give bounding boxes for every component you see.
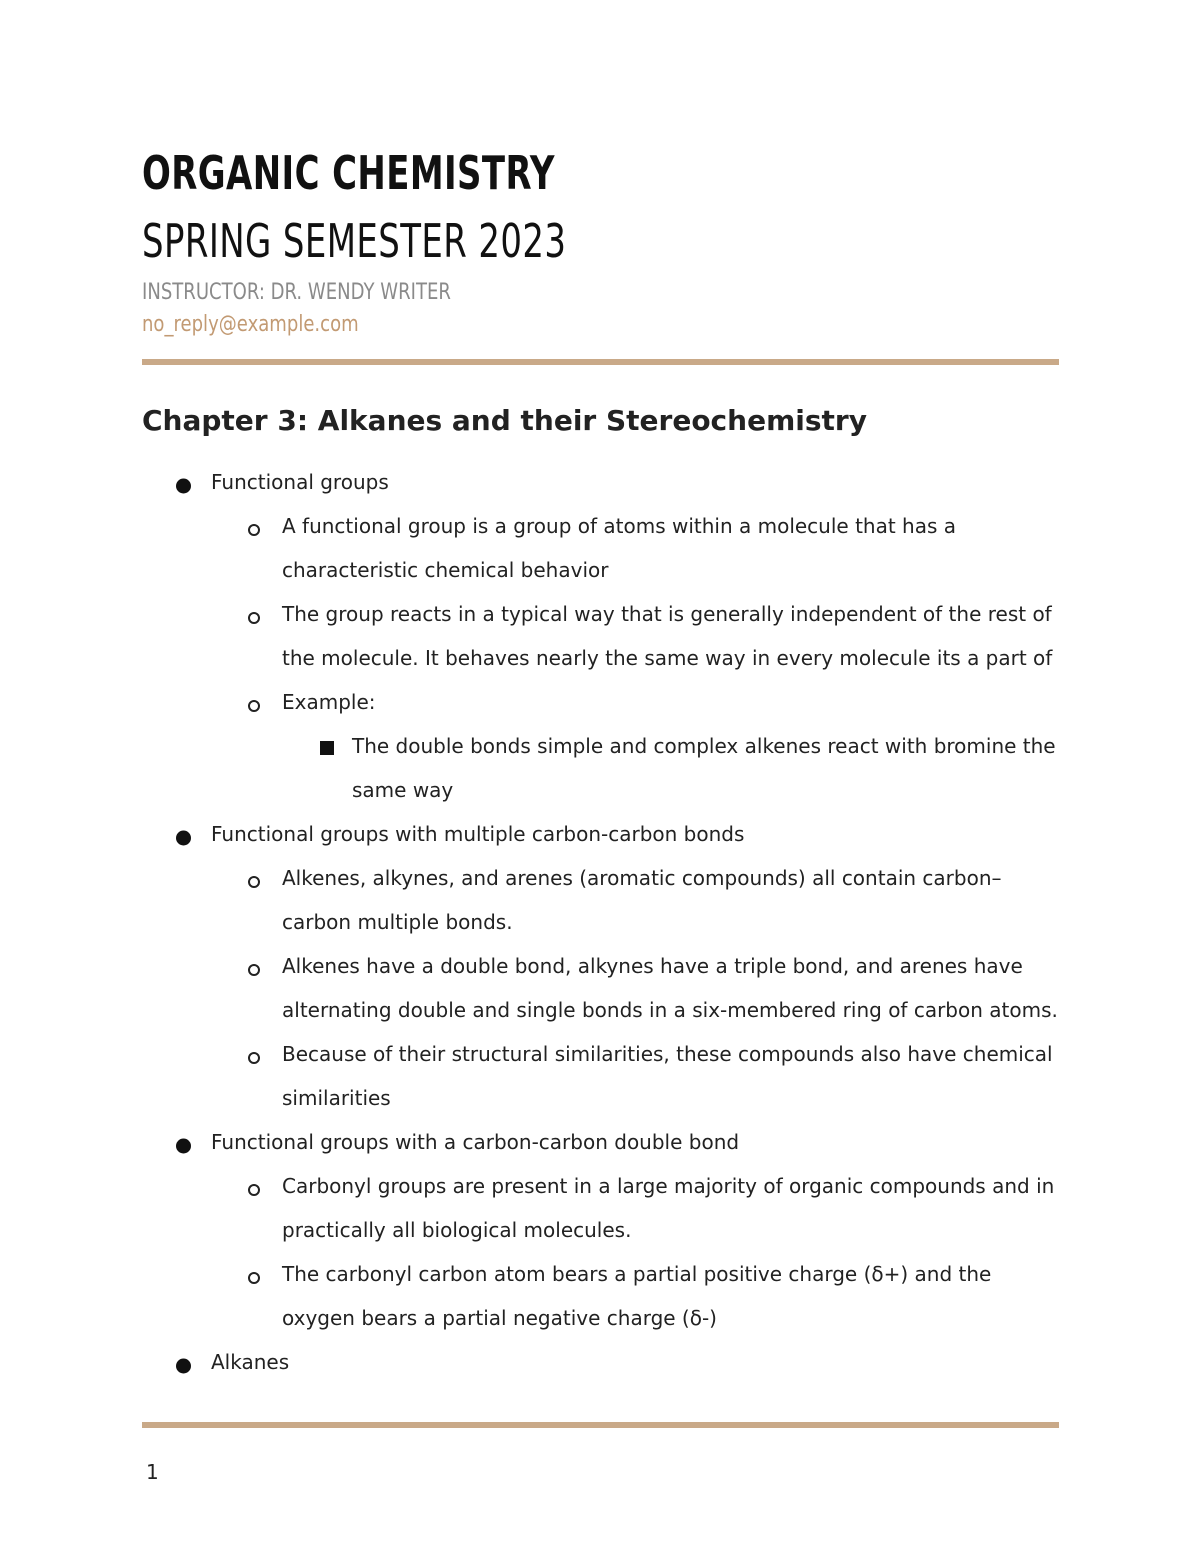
sub-item-label: Alkenes, alkynes, and arenes (aromatic compounds) all contain carbon–carbon multiple bonds. [282,866,1002,934]
bullet-disc-icon [176,479,191,494]
outline-item [0,1120,1200,1340]
sub-item-text [0,1164,1200,1252]
instructor-email[interactable]: no_reply@example.com [142,312,359,337]
sub-sub-list [0,724,1200,812]
sub-item [0,504,1200,592]
bullet-square-icon [320,741,334,755]
sub-item [0,944,1200,1032]
bullet-circle-icon [248,700,260,712]
instructor-name: INSTRUCTOR: DR. WENDY WRITER [142,280,451,305]
sub-item [0,680,1200,812]
bullet-disc-icon [176,1359,191,1374]
outline-item-label: Alkanes [211,1350,290,1374]
sub-item-text [0,592,1200,680]
course-title: ORGANIC CHEMISTRY [142,146,555,200]
outline-item [0,1340,1200,1384]
sub-list [0,504,1200,812]
sub-item [0,1252,1200,1340]
bullet-circle-icon [248,1052,260,1064]
bullet-disc-icon [176,831,191,846]
sub-item-text [0,856,1200,944]
sub-item-label: The carbonyl carbon atom bears a partial positive charge (δ+) and the oxygen bears a partial negative charge (δ-) [282,1262,992,1330]
sub-sub-item [0,724,1200,812]
semester-title: SPRING SEMESTER 2023 [142,214,567,268]
page-number: 1 [146,1460,159,1484]
bullet-circle-icon [248,1272,260,1284]
bullet-circle-icon [248,876,260,888]
chapter-heading: Chapter 3: Alkanes and their Stereochemistry [142,404,867,437]
outline-item-label: Functional groups with multiple carbon-carbon bonds [211,822,745,846]
sub-item-label: Because of their structural similarities, these compounds also have chemical similarities [282,1042,1053,1110]
sub-item-label: Example: [282,690,376,714]
outline-item-text [0,1120,1200,1164]
chapter-outline [0,460,1200,1384]
sub-sub-item-label: The double bonds simple and complex alkenes react with bromine the same way [352,734,1056,802]
bullet-circle-icon [248,524,260,536]
sub-item-text [0,504,1200,592]
sub-item [0,592,1200,680]
sub-item-text [0,1252,1200,1340]
sub-item-label: Carbonyl groups are present in a large majority of organic compounds and in practically all biological molecules. [282,1174,1055,1242]
outline-item-text [0,812,1200,856]
outline-item [0,812,1200,1120]
outline-item-label: Functional groups with a carbon-carbon double bond [211,1130,740,1154]
bullet-disc-icon [176,1139,191,1154]
sub-item [0,1032,1200,1120]
header-divider [142,359,1059,365]
bullet-circle-icon [248,1184,260,1196]
sub-list [0,856,1200,1120]
outline-item-text [0,1340,1200,1384]
sub-item-text [0,944,1200,1032]
outline-item [0,460,1200,812]
sub-item-label: The group reacts in a typical way that is generally independent of the rest of the molecule. It behaves nearly the same way in every molecule its a part of [282,602,1053,670]
sub-item-label: A functional group is a group of atoms within a molecule that has a characteristic chemical behavior [282,514,957,582]
sub-item [0,856,1200,944]
outline-item-label: Functional groups [211,470,389,494]
outline-item-text [0,460,1200,504]
sub-sub-item-text [0,724,1200,812]
sub-item-label: Alkenes have a double bond, alkynes have a triple bond, and arenes have alternating double and single bonds in a six-membered ring of carbon atoms. [282,954,1058,1022]
sub-item-text [0,680,1200,724]
footer-divider [142,1422,1059,1428]
sub-list [0,1164,1200,1340]
sub-item-text [0,1032,1200,1120]
sub-item [0,1164,1200,1252]
bullet-circle-icon [248,612,260,624]
bullet-circle-icon [248,964,260,976]
